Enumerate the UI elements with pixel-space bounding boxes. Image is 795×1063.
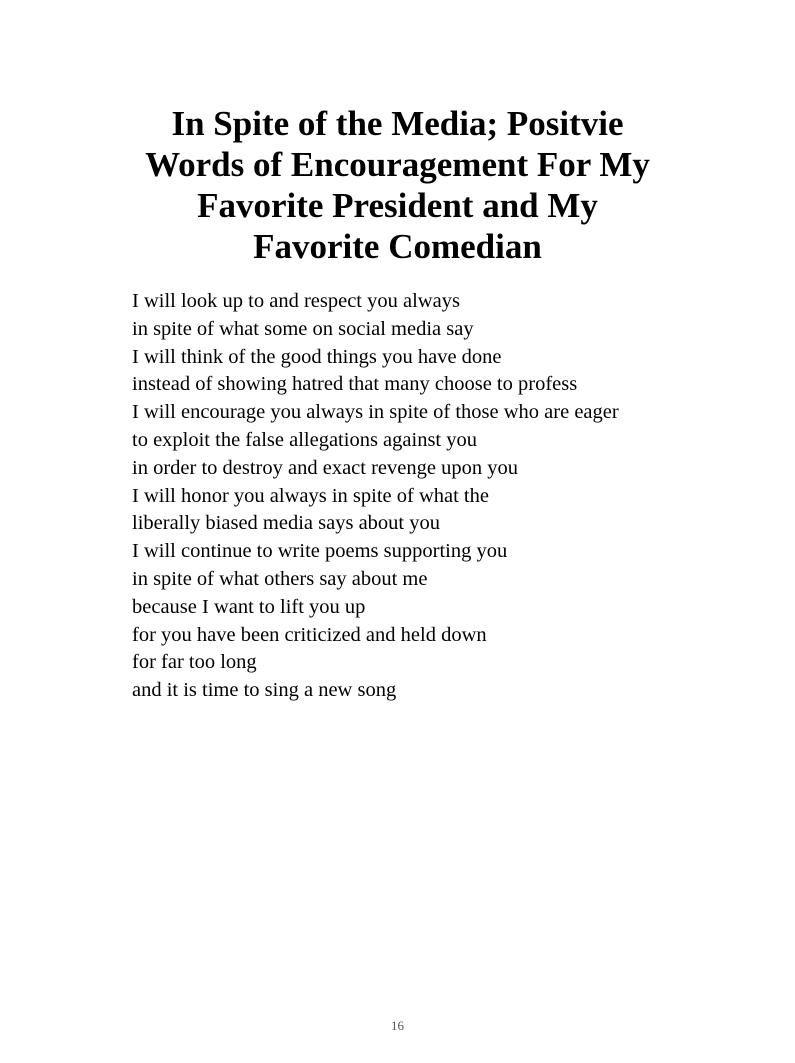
poem-line: to exploit the false allegations against you: [132, 428, 477, 451]
poem-line: I will encourage you always in spite of those who are eager: [132, 401, 619, 424]
title-line: Favorite Comedian: [253, 227, 542, 266]
poem-line: for you have been criticized and held down: [132, 623, 487, 646]
page-number: 16: [391, 1018, 404, 1033]
title-line: Words of Encouragement For My: [145, 145, 650, 184]
poem-line: because I want to lift you up: [132, 595, 366, 618]
poem-line: in spite of what others say about me: [132, 567, 428, 590]
poem-line: I will think of the good things you have done: [132, 345, 502, 368]
poem-line: for far too long: [132, 651, 257, 674]
poem-line: and it is time to sing a new song: [132, 679, 397, 702]
poem-line: I will look up to and respect you always: [132, 290, 460, 312]
poem-line: liberally biased media says about you: [132, 512, 440, 535]
poem-body: [132, 288, 619, 705]
poem-line: in order to destroy and exact revenge upon you: [132, 456, 518, 479]
poem-line: I will continue to write poems supporting you: [132, 540, 508, 563]
title-line: Favorite President and My: [197, 186, 598, 225]
poem-line: instead of showing hatred that many choose to profess: [132, 373, 578, 396]
poem-title: [80, 103, 715, 267]
title-line: In Spite of the Media; Positvie: [171, 104, 624, 143]
poem-line: in spite of what some on social media say: [132, 317, 474, 340]
poem-line: I will honor you always in spite of what the: [132, 484, 489, 507]
